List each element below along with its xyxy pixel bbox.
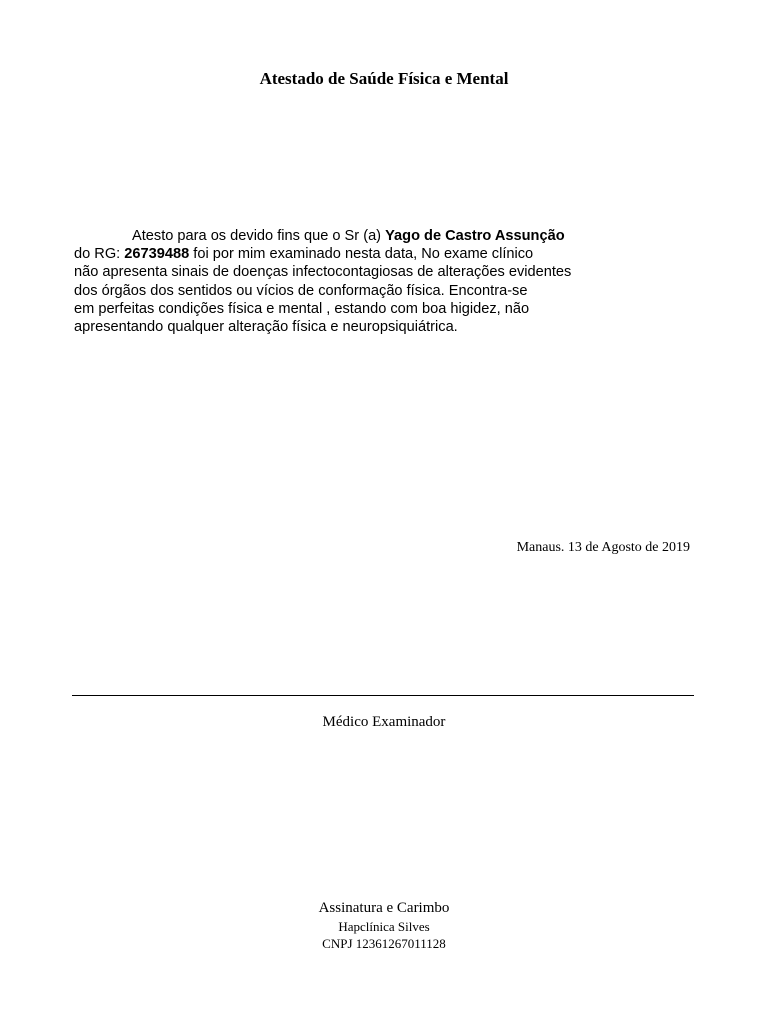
clinic-cnpj: CNPJ 12361267011128 [322,936,446,951]
attestation-body [74,227,714,336]
body-line-3: não apresenta sinais de doenças infectocontagiosas de alterações evidentes [74,264,572,281]
signature-line [72,695,694,696]
body-line-2-text: foi por mim examinado nesta data, No exame clínico [189,246,534,263]
rg-number: 26739488 [124,246,190,263]
body-line-6: apresentando qualquer alteração física e neuropsiquiátrica. [74,319,458,336]
patient-name: Yago de Castro Assunção [385,228,565,244]
examiner-label: Médico Examinador [322,714,446,730]
body-line-1-text: Atesto para os devido fins que o Sr (a) [132,228,386,244]
place-and-date: Manaus. 13 de Agosto de 2019 [516,540,690,555]
rg-label: do RG: [74,246,125,263]
body-line-2 [74,245,714,263]
body-line-1 [74,227,714,245]
body-line-4: dos órgãos dos sentidos ou vícios de conformação física. Encontra-se [74,282,528,299]
body-line-5: em perfeitas condições física e mental , estando com boa higidez, não [74,300,530,317]
signature-stamp-label: Assinatura e Carimbo [318,900,450,916]
clinic-name: Hapclínica Silves [338,919,430,934]
document-title: Atestado de Saúde Física e Mental [259,69,509,88]
